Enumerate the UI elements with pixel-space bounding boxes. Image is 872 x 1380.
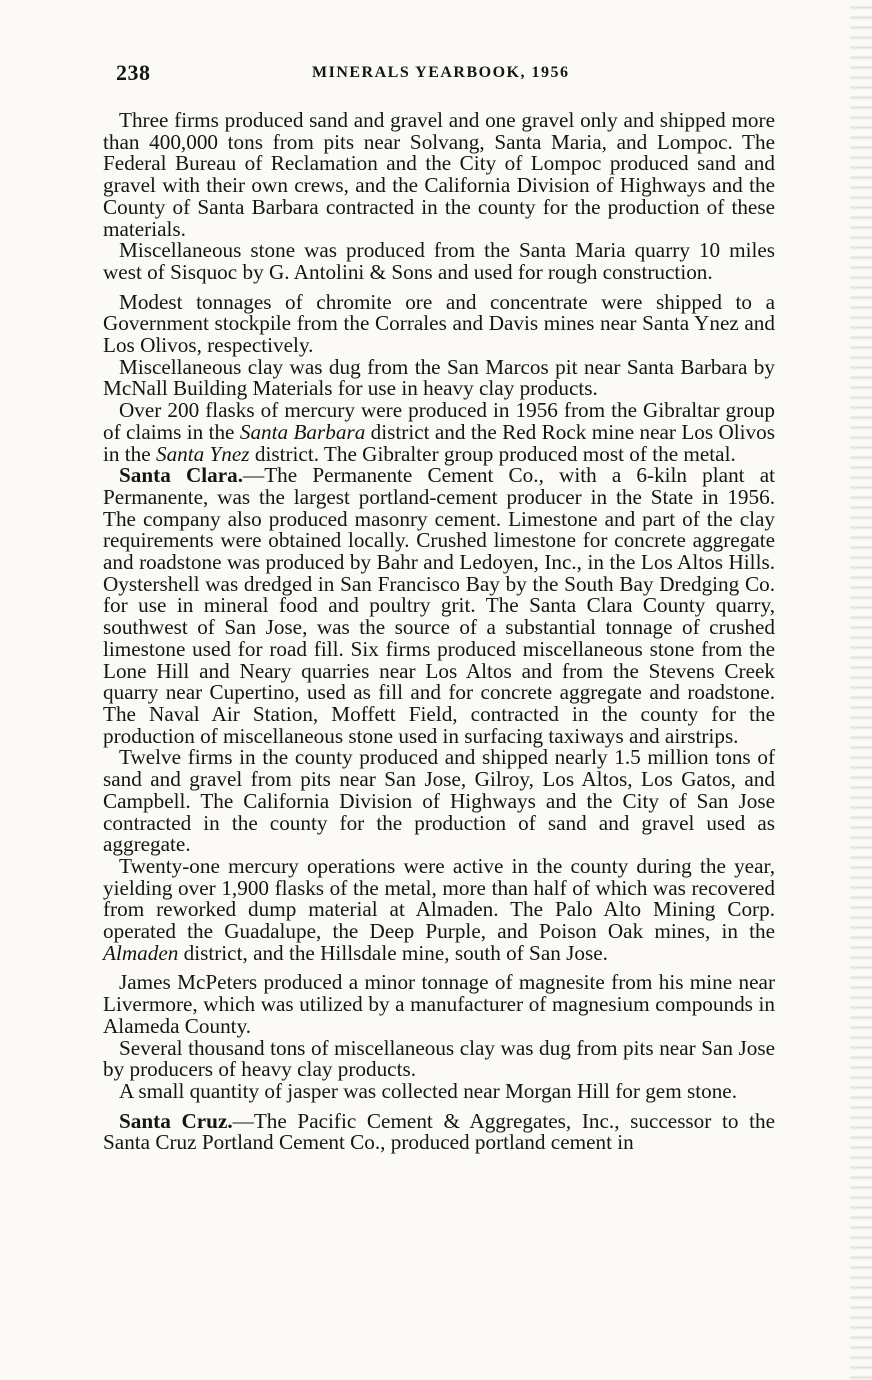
mercury-text-3: district. The Gibralter group produced most of the metal. xyxy=(249,441,736,466)
paragraph-santa-cruz xyxy=(103,1108,775,1155)
paragraph-sand-gravel-santa-clara: Twelve firms in the county produced and shipped nearly 1.5 million tons of sand and gravel from pits near San Jose, Gilroy, Los Altos, Los Gatos, and Campbell. The California Division of Highways and the City of San Jose contracted in the county for the production of sand and gravel used as aggregate. xyxy=(103,745,775,857)
scan-edge-artifact xyxy=(850,0,872,1380)
page-number: 238 xyxy=(116,60,151,85)
paragraph-jasper: A small quantity of jasper was collected near Morgan Hill for gem stone. xyxy=(119,1078,738,1103)
paragraph-mercury-santa-clara xyxy=(103,853,775,965)
page-header xyxy=(116,60,788,90)
santa-clara-text: —The Permanente Cement Co., with a 6-kiln plant at Permanente, was the largest portland-cement producer in the State in 1956. The company also produced masonry cement. Limestone and part of the clay requirements were obtained locally. Crushed limestone for concrete aggregate and roadstone was produced by Bahr and Ledoyen, Inc., in the Los Altos Hills. Oystershell was dredged in San Francisco Bay by the South Bay Dredging Co. for use in mineral food and poultry grit. The Santa Clara County quarry, southwest of San Jose, was the source of a substantial tonnage of crushed limestone used for road fill. Six firms produced miscellaneous stone from the Lone Hill and Neary quarries near Los Altos and from the Stevens Creek quarry near Cupertino, used as fill and for concrete aggregate and roadstone. The Naval Air Station, Moffett Field, contracted in the county for the production of miscellaneous stone used in surfacing taxiways and airstrips. xyxy=(103,463,775,748)
mercury-sc-text-1: Twenty-one mercury operations were active in the county during the year, yielding over 1,900 flasks of the metal, more than half of which was recovered from reworked dump material at Almaden. The Palo Alto Mining Corp. operated the Guadalupe, the Deep Purple, and Poison Oak mines, in the xyxy=(103,853,775,944)
paragraph-magnesite: James McPeters produced a minor tonnage of magnesite from his mine near Livermore, which was utilized by a manufacturer of magnesium compounds in Alameda County. xyxy=(103,970,775,1038)
paragraph-misc-clay-san-jose: Several thousand tons of miscellaneous clay was dug from pits near San Jose by producers of heavy clay products. xyxy=(103,1035,775,1082)
section-heading-santa-clara: Santa Clara. xyxy=(119,463,244,488)
santa-cruz-text: —The Pacific Cement & Aggregates, Inc., successor to the Santa Cruz Portland Cement Co., produced portland cement in xyxy=(103,1108,775,1155)
running-head: MINERALS YEARBOOK, 1956 xyxy=(312,64,570,81)
body-text xyxy=(103,110,775,1154)
paragraph-sand-gravel-santa-barbara: Three firms produced sand and gravel and one gravel only and shipped more than 400,000 tons from pits near Solvang, Santa Maria, and Lompoc. The Federal Bureau of Reclamation and the City of Lompoc produced sand and gravel with their own crews, and the California Division of Highways and the County of Santa Barbara contracted in the county for the production of these materials. xyxy=(103,108,775,241)
paragraph-misc-stone-santa-maria: Miscellaneous stone was produced from the Santa Maria quarry 10 miles west of Sisquoc by G. Antolini & Sons and used for rough construction. xyxy=(103,238,775,284)
mercury-sc-text-2: district, and the Hillsdale mine, south of San Jose. xyxy=(178,940,608,965)
district-name-santa-barbara: Santa Barbara xyxy=(239,419,366,444)
mercury-text-1: Over 200 flasks of mercury were produced in 1956 from the Gibraltar group of claims in the xyxy=(103,398,775,444)
section-heading-santa-cruz: Santa Cruz. xyxy=(119,1108,233,1133)
paragraph-mercury-santa-barbara xyxy=(103,400,775,465)
district-name-almaden: Almaden xyxy=(103,940,179,965)
mercury-text-2: district and the Red Rock mine near Los Olivos in the xyxy=(103,419,775,466)
district-name-santa-ynez: Santa Ynez xyxy=(155,441,250,466)
paragraph-santa-clara xyxy=(103,465,775,747)
paragraph-misc-clay-san-marcos: Miscellaneous clay was dug from the San Marcos pit near Santa Barbara by McNall Building Materials for use in heavy clay products. xyxy=(103,354,775,401)
paragraph-chromite: Modest tonnages of chromite ore and concentrate were shipped to a Government stockpile from the Corrales and Davis mines near Santa Ynez and Los Olivos, respectively. xyxy=(103,289,775,358)
